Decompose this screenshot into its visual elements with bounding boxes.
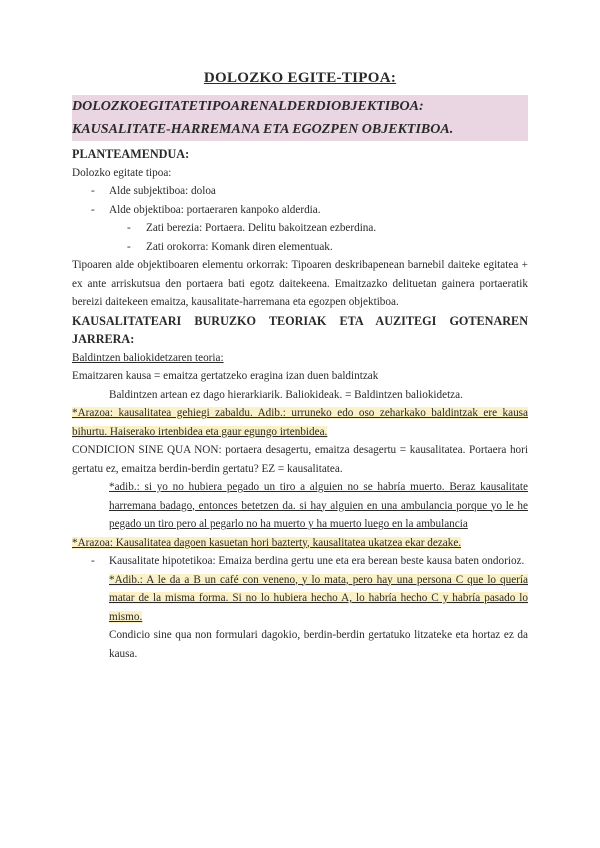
section-heading-line2: KAUSALITATE-HARREMANA ETA EGOZPEN OBJEKTIBOA. [72, 118, 455, 141]
theory-title: Baldintzen baliokidetzaren teoria: [72, 351, 224, 364]
heading-word: TIPOAREN [198, 99, 269, 114]
highlight-note: *Arazoa: kausalitatea gehiegi zabaldu. Adib.: urruneko edo oso zeharkako baldintzak ere kausa bihurtu. Haiserako irtenbidea eta gaur egungo irtenbidea. [72, 407, 528, 438]
list-item: - Alde objektiboa: portaeraren kanpoko alderdia. [72, 201, 528, 220]
heading-word: OBJEKTIBOA: [331, 99, 424, 114]
heading-word: DOLOZKO [72, 99, 139, 114]
csqn-paragraph: CONDICION SINE QUA NON: portaera desagertu, emaitza desagertu = kausalitatea. Portaera hori gertatu ez, emaitza berdin-berdin gertatu? EZ = kausalitatea. [72, 444, 528, 475]
planteamendua-heading: PLANTEAMENDUA: [72, 147, 190, 161]
sub-list-item: - Zati berezia: Portaera. Delitu bakoitzean ezberdina. [72, 219, 528, 238]
condicio-paragraph: Condicio sine qua non formulari dagokio, berdin-berdin gertatuko litzateke eta hortaz ez da kausa. [109, 629, 528, 660]
sub-list-item: - Zati orokorra: Komank diren elementuak. [72, 238, 528, 257]
definition: Emaitzaren kausa = emaitza gertatzeko eragina izan duen baldintzak [72, 370, 379, 382]
heading-word: ALDERDI [268, 99, 332, 114]
example-2: *Adib.: A le da a B un café con veneno, y lo mata, pero hay una persona C que lo quería matar de la misma forma. Si no lo hubiera hecho A, lo habría hecho C y habría pasado lo mismo. [109, 573, 528, 623]
highlight-note-2: *Arazoa: Kausalitatea dagoen kasuetan hori bazterty, kausalitatea ukatzea ekar dezake. [72, 536, 462, 549]
paragraph: Tipoaren alde objektiboaren elementu orkorrak: Tipoaren deskribapenean barnebil daiteke egitatea + ex ante arriskutsua den portaera bati egotz daitekeena. Emaitzazko delituetan gainera portaeratik bereizi daitekeen emaitza, kausalitate-harremana eta egozpen objektiboa. [72, 259, 528, 308]
document-page [72, 70, 528, 663]
definition-2: Baldintzen artean ez dago hierarkiarik. Baliokideak. = Baldintzen baliokidetza. [109, 388, 463, 401]
planteamendua-intro: Dolozko egitate tipoa: [72, 166, 172, 179]
document-title: DOLOZKO EGITE-TIPOA: [203, 70, 397, 86]
example-1: *adib.: si yo no hubiera pegado un tiro a alguien no se habría muerto. Beraz kausalitate harremana badago, entonces betetzen da. si hay alguien en una ambulancia porque yo le he pegado un tiro pero al pegarlo no ha muerto y ha muerto luego en la ambulancia [109, 481, 528, 530]
section-heading [72, 95, 528, 141]
list-item: - Alde subjektiboa: doloa [72, 182, 528, 201]
heading-word: EGITATE [138, 99, 199, 114]
section-heading-line1 [72, 95, 528, 118]
list-item: - Kausalitate hipotetikoa: Emaiza berdina gertu une eta era berean beste kausa baten ondorioz. [72, 552, 528, 571]
teoriak-heading: KAUSALITATEARI BURUZKO TEORIAK ETA AUZITEGI GOTENAREN JARRERA: [72, 313, 528, 346]
